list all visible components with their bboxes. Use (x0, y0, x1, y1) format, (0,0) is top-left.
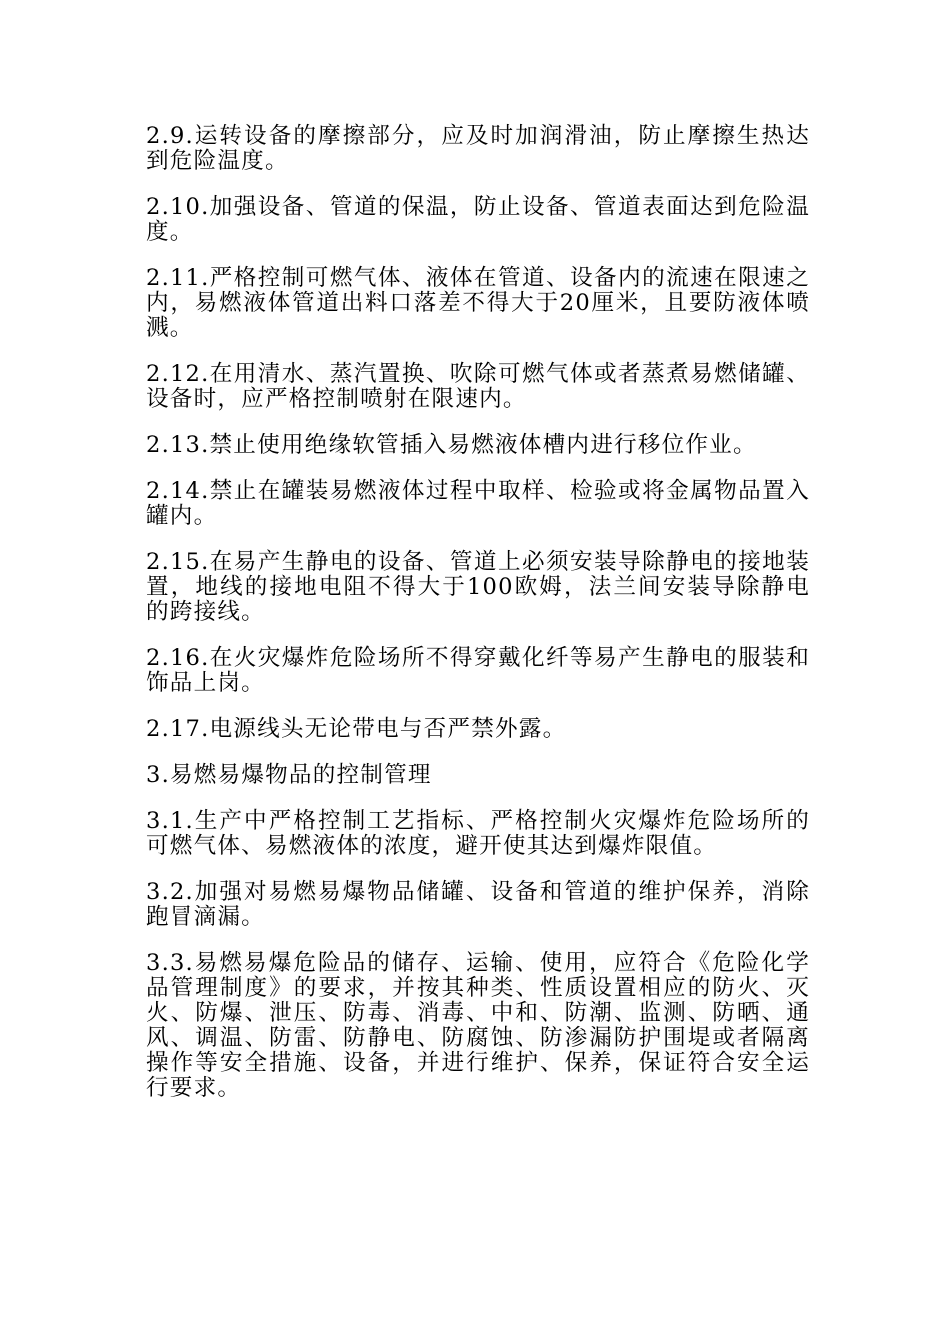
paragraph-2-10: 2.10.加强设备、管道的保温，防止设备、管道表面达到危险温度。 (146, 194, 810, 245)
paragraph-2-16: 2.16.在火灾爆炸危险场所不得穿戴化纤等易产生静电的服装和饰品上岗。 (146, 645, 810, 696)
paragraph-2-9: 2.9.运转设备的摩擦部分，应及时加润滑油，防止摩擦生热达到危险温度。 (146, 123, 810, 174)
paragraph-2-15: 2.15.在易产生静电的设备、管道上必须安装导除静电的接地装置，地线的接地电阻不得大于100欧姆，法兰间安装导除静电的跨接线。 (146, 549, 810, 625)
document-page (146, 124, 810, 1122)
section-heading-3: 3.易燃易爆物品的控制管理 (146, 762, 432, 788)
paragraph-2-13: 2.13.禁止使用绝缘软管插入易燃液体槽内进行移位作业。 (146, 432, 757, 458)
paragraph-3-3: 3.3.易燃易爆危险品的储存、运输、使用，应符合《危险化学品管理制度》的要求，并按其种类、性质设置相应的防火、灭火、防爆、泄压、防毒、消毒、中和、防潮、监测、防晒、通风、调温、防雷、防静电、防腐蚀、防渗漏防护围堤或者隔离操作等安全措施、设备，并进行维护、保养，保证符合安全运行要求。 (146, 950, 810, 1101)
paragraph-2-11: 2.11.严格控制可燃气体、液体在管道、设备内的流速在限速之内，易燃液体管道出料口落差不得大于20厘米，且要防液体喷溅。 (146, 265, 810, 341)
paragraph-2-17: 2.17.电源线头无论带电与否严禁外露。 (146, 716, 567, 742)
paragraph-2-12: 2.12.在用清水、蒸汽置换、吹除可燃气体或者蒸煮易燃储罐、设备时，应严格控制喷射在限速内。 (146, 361, 810, 412)
paragraph-3-2: 3.2.加强对易燃易爆物品储罐、设备和管道的维护保养，消除跑冒滴漏。 (146, 879, 810, 930)
paragraph-2-14: 2.14.禁止在罐装易燃液体过程中取样、检验或将金属物品置入罐内。 (146, 478, 810, 529)
paragraph-3-1: 3.1.生产中严格控制工艺指标、严格控制火灾爆炸危险场所的可燃气体、易燃液体的浓度，避开使其达到爆炸限值。 (146, 808, 810, 859)
